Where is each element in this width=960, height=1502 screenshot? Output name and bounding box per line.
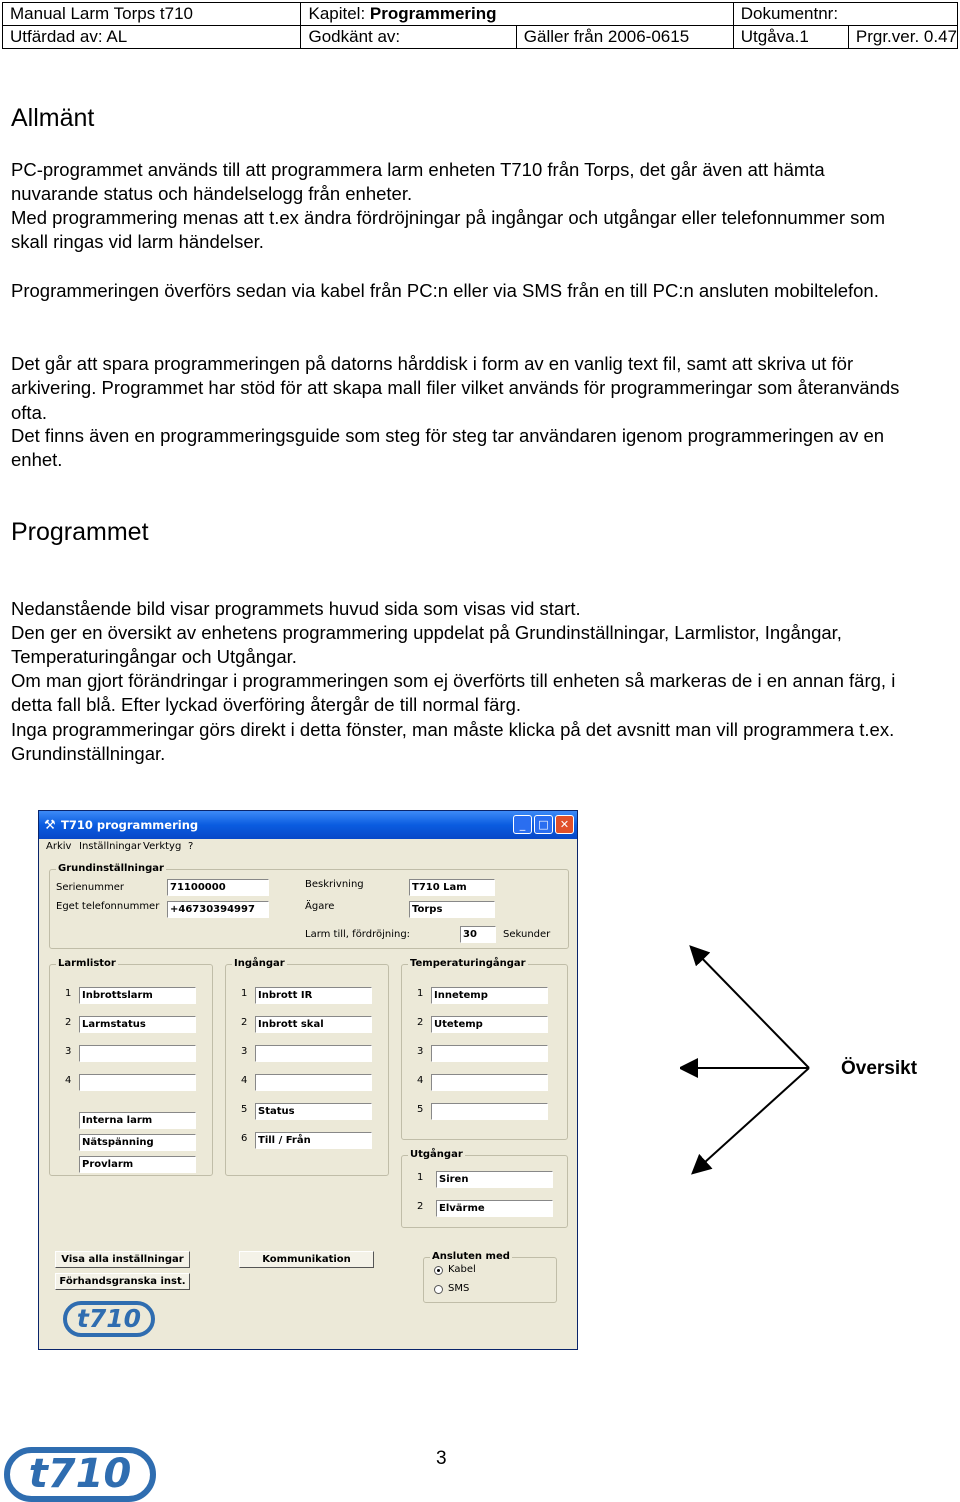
paragraph: Den ger en översikt av enhetens programmering uppdelat på Grundinställningar, Larmlistor, Ingångar, Temperaturingångar och Utgångar.: [11, 622, 842, 668]
row-number: 1: [417, 988, 424, 999]
arrow-up: [692, 948, 809, 1068]
temp-field: [431, 1045, 548, 1062]
footer-t710-logo: t710: [4, 1447, 156, 1502]
row-number: 6: [241, 1133, 248, 1144]
header-prgr: Prgr.ver. 0.47: [848, 26, 957, 49]
header-galler: Gäller från 2006-0615: [516, 26, 733, 49]
header-godkant: Godkänt av:: [301, 26, 516, 49]
group-title: Grundinställningar: [58, 863, 164, 874]
kommunikation-button[interactable]: Kommunikation: [239, 1251, 374, 1268]
paragraph: Nedanstående bild visar programmets huvud sida som visas vid start.: [11, 598, 581, 619]
ingang-field: Inbrott IR: [255, 987, 372, 1004]
radio-sms[interactable]: [434, 1285, 443, 1294]
window-titlebar: [39, 811, 577, 839]
radio-sms-label: SMS: [448, 1283, 470, 1294]
menu-verktyg[interactable]: Verktyg: [143, 841, 182, 852]
close-icon[interactable]: ✕: [555, 815, 574, 834]
fordrojning-label: Larm till, fördröjning:: [305, 929, 411, 940]
group-temperaturingangar[interactable]: [401, 958, 568, 1140]
telefon-field: +46730394997: [167, 901, 269, 918]
document-header: [2, 2, 958, 49]
ingang-field: Status: [255, 1103, 372, 1120]
tools-icon: ⚒: [44, 818, 56, 833]
menu-bar: [39, 839, 577, 855]
ingang-field: Inbrott skal: [255, 1016, 372, 1033]
larmlista-field: [79, 1074, 196, 1091]
paragraph: Med programmering menas att t.ex ändra fördröjningar på ingångar och utgångar eller telefonnummer som skall ringas vid larm händelser.: [11, 207, 886, 253]
temp-field: [431, 1074, 548, 1091]
row-number: 5: [241, 1104, 248, 1115]
larmlista-extra-field: Nätspänning: [79, 1134, 196, 1151]
menu-help[interactable]: ?: [188, 841, 194, 852]
group-grundinstallningar[interactable]: [49, 863, 569, 949]
arrow-down: [694, 1068, 809, 1172]
app-window-screenshot: [38, 810, 578, 1350]
telefon-label: Eget telefonnummer: [56, 901, 160, 912]
paragraph: PC-programmet används till att programmera larm enheten T710 från Torps, det går även att hämta nuvarande status och händelselogg från enheter.: [11, 159, 825, 205]
group-utgangar[interactable]: [401, 1149, 568, 1228]
menu-arkiv[interactable]: Arkiv: [46, 841, 72, 852]
page-number: 3: [436, 1448, 447, 1469]
row-number: 1: [241, 988, 248, 999]
paragraph: Det finns även en programmeringsguide som steg för steg tar användaren igenom programmeringen av en enhet.: [11, 425, 885, 471]
ingang-field: Till / Från: [255, 1132, 372, 1149]
row-number: 4: [241, 1075, 248, 1086]
group-title: Ingångar: [234, 958, 285, 969]
group-ingangar[interactable]: [225, 958, 389, 1176]
larmlista-field: Inbrottslarm: [79, 987, 196, 1004]
header-utfardad: Utfärdad av: AL: [3, 26, 301, 49]
row-number: 5: [417, 1104, 424, 1115]
paragraph: Inga programmeringar görs direkt i detta fönster, man måste klicka på det avsnitt man vill programmera t.ex. Grundinställningar.: [11, 719, 895, 765]
section-title-programmet: Programmet: [11, 518, 149, 546]
group-ansluten-med: [423, 1251, 557, 1303]
paragraph: Om man gjort förändringar i programmeringen som ej överförts till enheten så markeras de i en annan färg, i detta fall blå. Efter lyckad överföring återgår de till normal färg.: [11, 670, 896, 716]
sekunder-label: Sekunder: [503, 929, 551, 940]
ingang-field: [255, 1045, 372, 1062]
larmlista-field: [79, 1045, 196, 1062]
ingang-field: [255, 1074, 372, 1091]
radio-kabel-label: Kabel: [448, 1264, 476, 1275]
row-number: 2: [417, 1017, 424, 1028]
utgang-field: Siren: [436, 1171, 553, 1188]
section-title-allmant: Allmänt: [11, 104, 95, 132]
larmlista-extra-field: Provlarm: [79, 1156, 196, 1173]
row-number: 3: [417, 1046, 424, 1057]
t710-logo: t710: [63, 1301, 155, 1337]
paragraph: Programmeringen överförs sedan via kabel från PC:n eller via SMS från en till PC:n ansluten mobiltelefon.: [11, 280, 879, 301]
agare-label: Ägare: [305, 901, 335, 912]
row-number: 4: [417, 1075, 424, 1086]
header-kapitel: Kapitel: Programmering: [301, 3, 733, 26]
group-title: Ansluten med: [432, 1251, 510, 1262]
arrows-annotation: [680, 938, 820, 1178]
minimize-icon[interactable]: _: [513, 815, 532, 834]
beskrivning-label: Beskrivning: [305, 879, 364, 890]
header-utgava: Utgåva.1: [733, 26, 848, 49]
agare-field: Torps: [409, 901, 495, 918]
row-number: 2: [241, 1017, 248, 1028]
maximize-icon[interactable]: □: [534, 815, 553, 834]
forhandsgranska-button[interactable]: Förhandsgranska inst.: [55, 1273, 190, 1290]
row-number: 3: [65, 1046, 72, 1057]
menu-installningar[interactable]: Inställningar: [79, 841, 142, 852]
window-title: T710 programmering: [61, 818, 199, 832]
row-number: 1: [65, 988, 72, 999]
row-number: 1: [417, 1172, 424, 1183]
temp-field: Innetemp: [431, 987, 548, 1004]
larmlista-field: Larmstatus: [79, 1016, 196, 1033]
serienummer-field: 71100000: [167, 879, 269, 896]
visa-alla-button[interactable]: Visa alla inställningar: [55, 1251, 190, 1268]
paragraph: Det går att spara programmeringen på datorns hårddisk i form av en vanlig text fil, samt att skriva ut för arkivering. Programmet har stöd för att skapa mall filer vilket används för programmeringar som återanvänds ofta.: [11, 353, 900, 423]
serienummer-label: Serienummer: [56, 882, 124, 893]
group-larmlistor[interactable]: [49, 958, 213, 1176]
header-dokumentnr: Dokumentnr:: [733, 3, 957, 26]
larmlista-extra-field: Interna larm: [79, 1112, 196, 1129]
temp-field: [431, 1103, 548, 1120]
row-number: 2: [417, 1201, 424, 1212]
temp-field: Utetemp: [431, 1016, 548, 1033]
row-number: 2: [65, 1017, 72, 1028]
group-title: Temperaturingångar: [410, 958, 526, 969]
row-number: 3: [241, 1046, 248, 1057]
header-manual: Manual Larm Torps t710: [3, 3, 301, 26]
row-number: 4: [65, 1075, 72, 1086]
oversikt-label: Översikt: [841, 1058, 918, 1079]
radio-kabel[interactable]: [434, 1266, 443, 1275]
group-title: Utgångar: [410, 1149, 463, 1160]
utgang-field: Elvärme: [436, 1200, 553, 1217]
fordrojning-field: 30: [460, 926, 496, 943]
group-title: Larmlistor: [58, 958, 116, 969]
beskrivning-field: T710 Lam: [409, 879, 495, 896]
